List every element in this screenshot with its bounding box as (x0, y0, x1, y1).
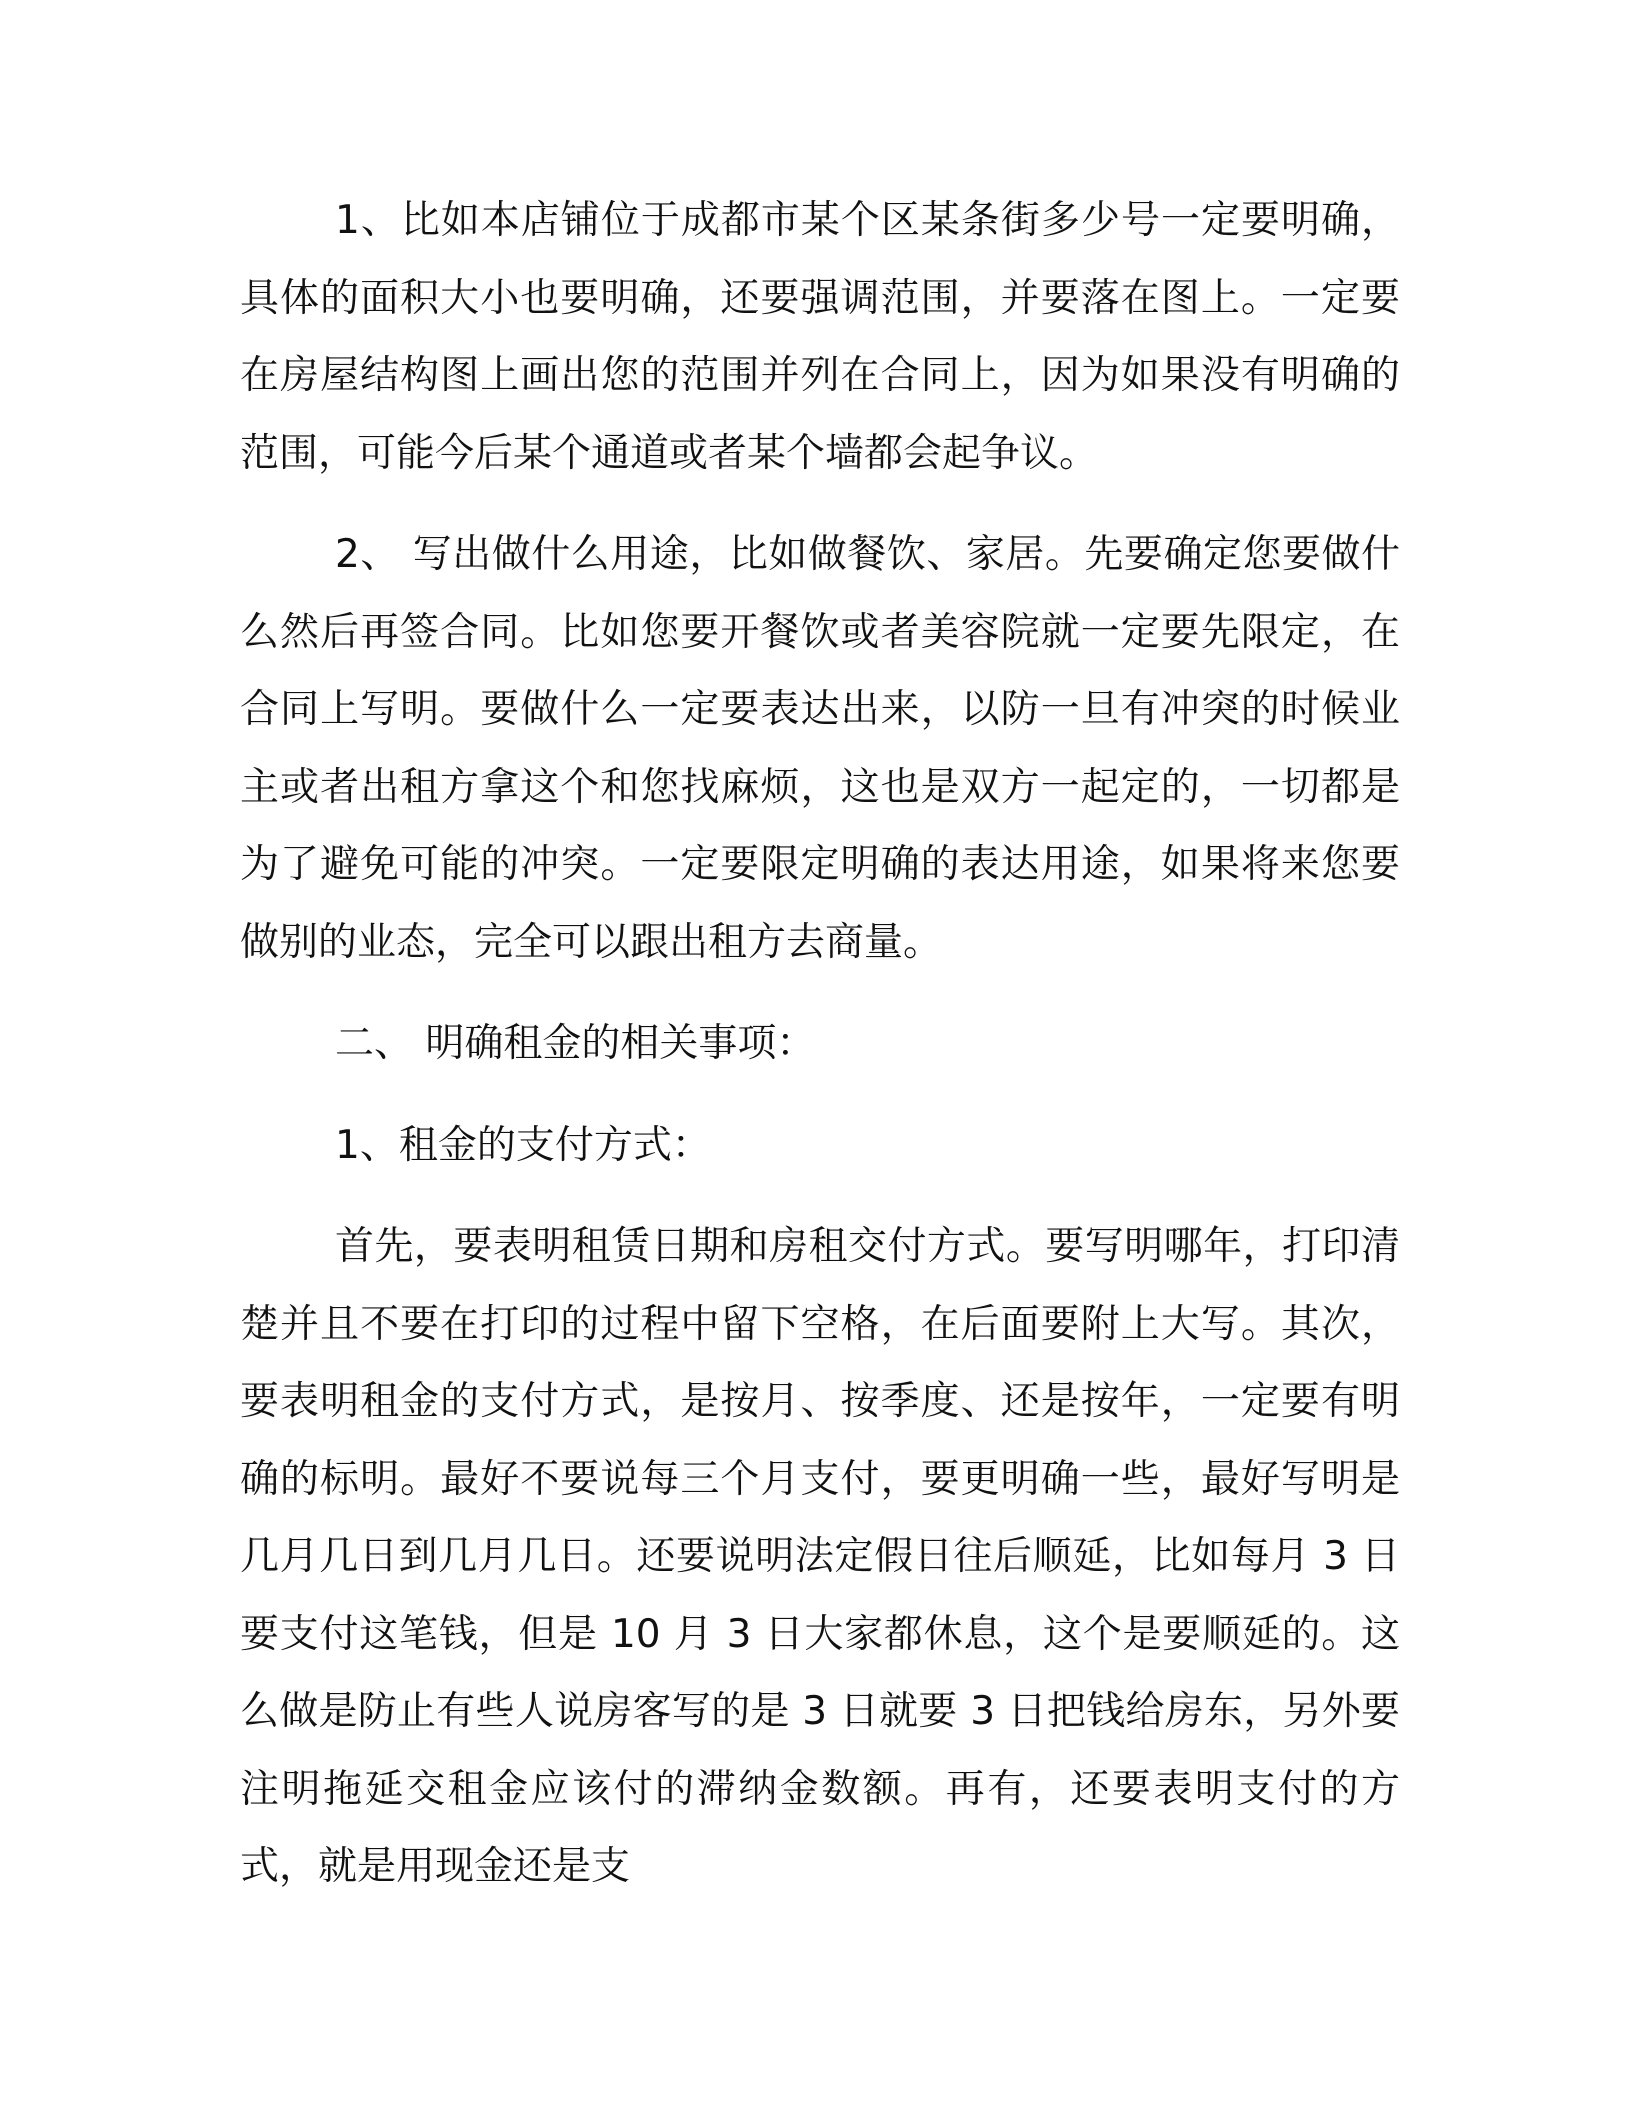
paragraph-usage: 2、 写出做什么用途，比如做餐饮、家居。先要确定您要做什么然后再签合同。比如您要开餐饮或者美容院就一定要先限定，在合同上写明。要做什么一定要表达出来，以防一旦有冲突的时候业主或者出租方拿这个和您找麻烦，这也是双方一起定的，一切都是为了避免可能的冲突。一定要限定明确的表达用途，如果将来您要做别的业态，完全可以跟出租方去商量。 (240, 532, 1400, 965)
paragraph-payment-details: 首先，要表明租赁日期和房租交付方式。要写明哪年，打印清楚并且不要在打印的过程中留下空格，在后面要附上大写。其次，要表明租金的支付方式，是按月、按季度、还是按年，一定要有明确的标明。最好不要说每三个月支付，要更明确一些，最好写明是几月几日到几月几日。还要说明法定假日往后顺延，比如每月 3 日要支付这笔钱，但是 10 月 3 日大家都休息，这个是要顺延的。这么做是防止有些人说房客写的是 3 日就要 3 日把钱给房东，另外要注明拖延交租金应该付的滞纳金数额。再有，还要表明支付的方式，就是用现金还是支 (240, 1224, 1400, 1889)
paragraph-shop-location: 1、比如本店铺位于成都市某个区某条街多少号一定要明确，具体的面积大小也要明确，还要强调范围，并要落在图上。一定要在房屋结构图上画出您的范围并列在合同上，因为如果没有明确的范围，可能今后某个通道或者某个墙都会起争议。 (240, 198, 1400, 476)
document-body (240, 182, 1400, 1906)
section-heading-rent: 二、 明确租金的相关事项： (335, 1021, 816, 1066)
subheading-payment-method: 1、租金的支付方式： (335, 1122, 711, 1168)
